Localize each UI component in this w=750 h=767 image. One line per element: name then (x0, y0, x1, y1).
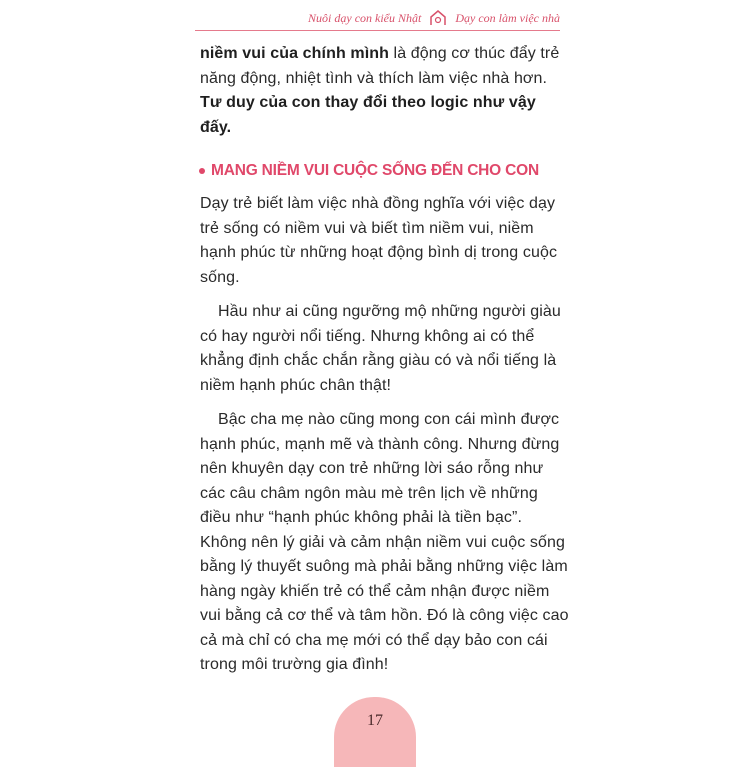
paragraph-bold-lead: niềm vui của chính mình (200, 45, 389, 62)
paragraph: Bậc cha mẹ nào cũng mong con cái mình được hạnh phúc, mạnh mẽ và thành công. Nhưng đừng nên khuyên dạy con trẻ những lời sáo rỗng như các câu châm ngôn màu mè trên lịch về những điều như “hạnh phúc không phải là tiền bạc”. Không nên lý giải và cảm nhận niềm vui cuộc sống bằng lý thuyết suông mà phải bằng những việc làm hàng ngày khiến trẻ có thể cảm nhận được niềm vui bằng cả cơ thể và tâm hồn. Đó là công việc cao cả mà chỉ có cha mẹ mới có thể dạy bảo con cái trong môi trường gia đình! (200, 411, 569, 673)
page-number: 17 (367, 712, 383, 729)
section-heading (199, 162, 570, 180)
house-mark-icon (429, 10, 447, 26)
header-book-title: Nuôi dạy con kiểu Nhật (308, 10, 422, 25)
paragraph-bold-conclusion: Tư duy của con thay đổi theo logic như vậy đấy. (200, 94, 536, 136)
paragraph: Dạy trẻ biết làm việc nhà đồng nghĩa với việc dạy trẻ sống có niềm vui và biết tìm niềm vui, niềm hạnh phúc từ những hoạt động bình dị trong cuộc sống. (200, 195, 558, 286)
bullet-icon (199, 168, 205, 174)
running-header (308, 10, 560, 26)
paragraph-continued (200, 42, 570, 140)
section-heading-text: MANG NIỀM VUI CUỘC SỐNG ĐẾN CHO CON (211, 162, 539, 179)
header-chapter-title: Dạy con làm việc nhà (455, 10, 560, 25)
page-number-tab (334, 697, 416, 767)
page-content (200, 42, 570, 678)
header-rule (195, 30, 560, 31)
paragraph: Hầu như ai cũng ngưỡng mộ những người giàu có hay người nổi tiếng. Nhưng không ai có thể khẳng định chắc chắn rằng giàu có và nổi tiếng là niềm hạnh phúc chân thật! (200, 303, 561, 394)
paragraph-text: là động cơ thúc đẩy trẻ năng động, nhiệt tình và thích làm việc nhà hơn. (200, 45, 560, 87)
